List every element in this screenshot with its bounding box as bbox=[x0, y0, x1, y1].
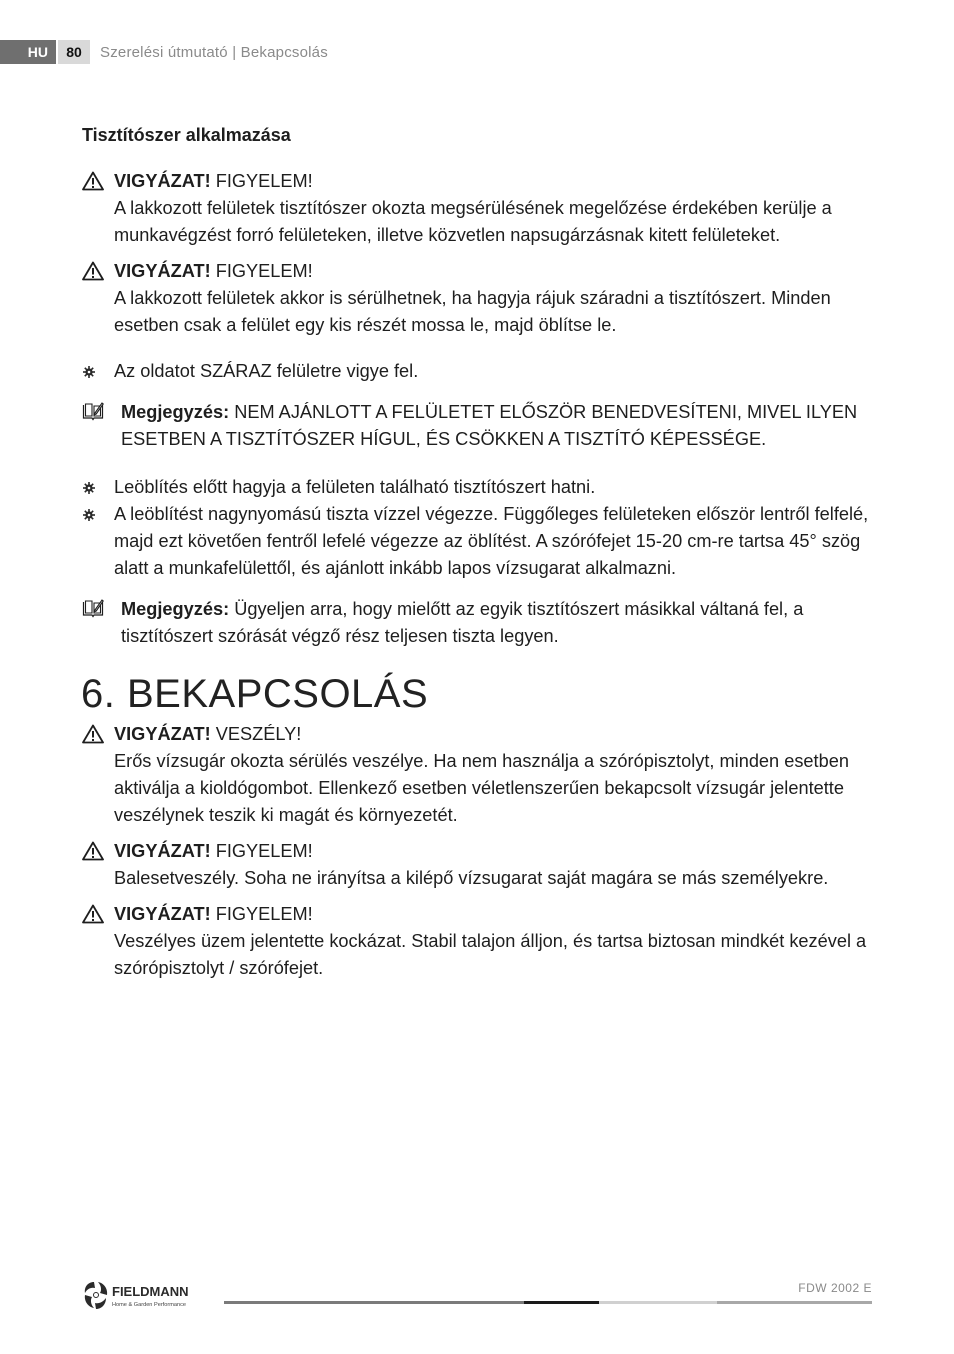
note-label: Megjegyzés: bbox=[121, 599, 230, 619]
warning-label: VIGYÁZAT! bbox=[114, 261, 211, 281]
page-content bbox=[82, 122, 874, 991]
gear-bullet-icon bbox=[83, 509, 95, 521]
list-item-text: A leöblítést nagynyomású tiszta vízzel végezze. Függőleges felületeken először lentről felfelé, majd ezt követően fentről lefelé végezze az öblítést. A szórófejet 15-20 cm-re tartsa 45° szög alatt a munkafelülettől, és ajánlott inkább lapos vízsugarat alkalmazni. bbox=[114, 504, 869, 578]
section-title: 6. BEKAPCSOLÁS bbox=[81, 672, 429, 716]
list-item bbox=[82, 474, 874, 501]
warning-triangle-icon bbox=[82, 261, 104, 281]
warning-level: FIGYELEM! bbox=[215, 841, 313, 861]
header-title: Szerelési útmutató | Bekapcsolás bbox=[100, 43, 328, 61]
note-block bbox=[82, 596, 874, 650]
note-text: Ügyeljen arra, hogy mielőtt az egyik tisztítószert másikkal váltaná fel, a tisztítószert szórását végző rész teljesen tiszta legyen. bbox=[121, 599, 804, 646]
warning-text: A lakkozott felületek akkor is sérülhetnek, ha hagyja rájuk száradni a tisztítószert. Minden esetben csak a felület egy kis részét mossa le, majd öblítse le. bbox=[114, 288, 831, 335]
warning-block bbox=[82, 168, 874, 249]
subheading: Tisztítószer alkalmazása bbox=[82, 125, 291, 145]
warning-heading bbox=[114, 901, 874, 928]
model-number: FDW 2002 E bbox=[798, 1281, 872, 1295]
note-pen-icon bbox=[82, 598, 104, 618]
warning-triangle-icon bbox=[82, 841, 104, 861]
note-pen-icon bbox=[82, 401, 104, 421]
warning-heading bbox=[114, 838, 874, 865]
warning-label: VIGYÁZAT! bbox=[114, 904, 211, 924]
footer-rule bbox=[717, 1301, 872, 1304]
language-tag: HU bbox=[0, 40, 56, 64]
warning-label: VIGYÁZAT! bbox=[114, 841, 211, 861]
page-number: 80 bbox=[58, 40, 90, 64]
footer-rule bbox=[224, 1301, 524, 1304]
warning-text: Veszélyes üzem jelentette kockázat. Stabil talajon álljon, és tartsa biztosan mindkét kezével a szórópisztolyt / szórófejet. bbox=[114, 931, 867, 978]
page-header bbox=[0, 40, 328, 64]
brand-name: FIELDMANN bbox=[112, 1284, 189, 1299]
list-item-text: Az oldatot SZÁRAZ felületre vigye fel. bbox=[114, 361, 419, 381]
warning-level: FIGYELEM! bbox=[215, 261, 313, 281]
warning-block bbox=[82, 838, 874, 892]
warning-block bbox=[82, 721, 874, 829]
warning-triangle-icon bbox=[82, 171, 104, 191]
list-item bbox=[82, 501, 874, 582]
footer-rule bbox=[599, 1301, 717, 1304]
warning-text: A lakkozott felületek tisztítószer okozta megsérülésének megelőzése érdekében kerülje a munkavégzést forró felületeken, illetve közvetlen napsugárzásnak kitett felületeket. bbox=[114, 198, 832, 245]
list-item-text: Leöblítés előtt hagyja a felületen található tisztítószert hatni. bbox=[114, 477, 596, 497]
warning-label: VIGYÁZAT! bbox=[114, 724, 211, 744]
warning-level: FIGYELEM! bbox=[215, 171, 313, 191]
note-block bbox=[82, 399, 874, 453]
warning-heading bbox=[114, 168, 874, 195]
warning-heading bbox=[114, 721, 874, 748]
footer-rule bbox=[524, 1301, 599, 1304]
gear-bullet-icon bbox=[83, 482, 95, 494]
warning-block bbox=[82, 258, 874, 339]
warning-triangle-icon bbox=[82, 904, 104, 924]
warning-level: VESZÉLY! bbox=[215, 724, 302, 744]
gear-bullet-icon bbox=[83, 366, 95, 378]
note-label: Megjegyzés: bbox=[121, 402, 230, 422]
warning-text: Balesetveszély. Soha ne irányítsa a kilépő vízsugarat saját magára se más személyekre. bbox=[114, 868, 829, 888]
warning-level: FIGYELEM! bbox=[215, 904, 313, 924]
brand-tagline: Home & Garden Performance bbox=[112, 1302, 186, 1308]
warning-label: VIGYÁZAT! bbox=[114, 171, 211, 191]
note-text: NEM AJÁNLOTT A FELÜLETET ELŐSZÖR BENEDVESÍTENI, MIVEL ILYEN ESETBEN A TISZTÍTÓSZER HÍGUL, ÉS CSÖKKEN A TISZTÍTÓ KÉPESSÉGE. bbox=[121, 402, 858, 449]
warning-heading bbox=[114, 258, 874, 285]
warning-text: Erős vízsugár okozta sérülés veszélye. Ha nem használja a szórópisztolyt, minden esetben aktiválja a kioldógombot. Ellenkező esetben véletlenszerűen bekapcsolt vízsugár jelentette veszélynek teszik ki magát és környezetét. bbox=[114, 751, 849, 825]
list-item bbox=[82, 358, 874, 385]
warning-triangle-icon bbox=[82, 724, 104, 744]
warning-block bbox=[82, 901, 874, 982]
brand-logo bbox=[82, 1278, 222, 1312]
